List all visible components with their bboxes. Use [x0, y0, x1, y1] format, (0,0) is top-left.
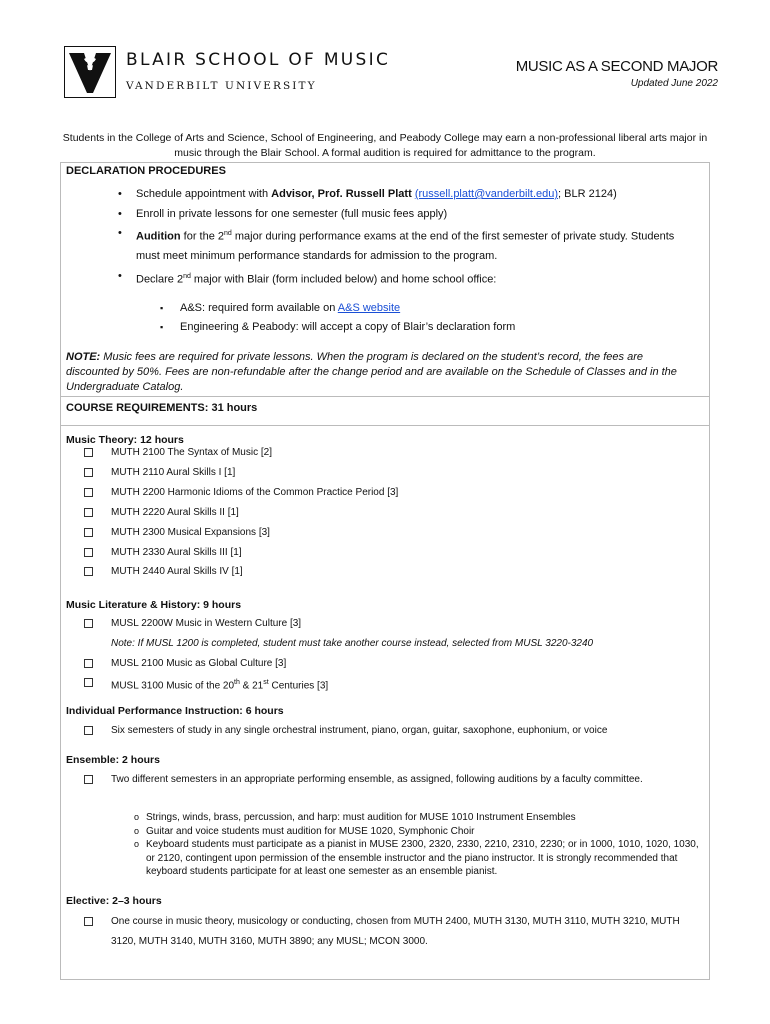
course-label: MUTH 2100 The Syntax of Music [2]	[111, 447, 272, 458]
text: Declare 2	[136, 273, 184, 286]
superscript: th	[234, 679, 240, 686]
note-label: NOTE:	[66, 351, 101, 363]
course-row[interactable]	[84, 565, 243, 579]
superscript: st	[263, 679, 269, 686]
vanderbilt-v-oak-icon	[65, 47, 115, 97]
ensemble-sublist	[134, 811, 706, 879]
text: A&S: required form available on	[180, 302, 338, 314]
vanderbilt-logo	[64, 46, 116, 98]
elective-title: Elective: 2–3 hours	[66, 895, 162, 907]
advisor-name: Advisor, Prof. Russell Platt	[271, 188, 412, 200]
note-text: Music fees are required for private lessons. When the program is declared on the student’s record, the fees are discounted by 50%. Fees are non-refundable after the change period and are available on the Schedule of Classes and in the Undergraduate Catalog.	[66, 351, 677, 393]
requirements-title: COURSE REQUIREMENTS: 31 hours	[66, 402, 258, 414]
checkbox[interactable]	[84, 488, 93, 497]
course-label: MUTH 2200 Harmonic Idioms of the Common Practice Period [3]	[111, 487, 399, 498]
checkbox[interactable]	[84, 659, 93, 668]
list-item	[160, 299, 515, 318]
checkbox[interactable]	[84, 567, 93, 576]
course-row[interactable]	[84, 915, 93, 929]
text: Centuries [3]	[268, 680, 329, 692]
list-item: o Strings, winds, brass, percussion, and harp: must audition for MUSE 1010 Instrument Ensembles	[134, 811, 706, 825]
superscript: nd	[224, 230, 232, 237]
divider	[60, 396, 710, 397]
checkbox[interactable]	[84, 528, 93, 537]
list-item: o Guitar and voice students must audition for MUSE 1020, Symphonic Choir	[134, 825, 706, 839]
intro-paragraph: Students in the College of Arts and Science, School of Engineering, and Peabody College may earn a non-professional liberal arts major in music through the Blair School. A formal audition is required for admittance to the program.	[62, 132, 708, 159]
course-label: MUSL 2100 Music as Global Culture [3]	[111, 658, 287, 669]
checkbox[interactable]	[84, 548, 93, 557]
list-item: ▪ Engineering & Peabody: will accept a copy of Blair’s declaration form	[160, 318, 515, 337]
checkbox[interactable]	[84, 619, 93, 628]
checkbox[interactable]	[84, 508, 93, 517]
as-website-link[interactable]: A&S website	[337, 302, 401, 314]
checkbox[interactable]	[84, 726, 93, 735]
declaration-sublist	[160, 299, 515, 337]
course-row[interactable]	[84, 506, 239, 520]
course-row[interactable]	[84, 546, 242, 560]
performance-title: Individual Performance Instruction: 6 hours	[66, 705, 284, 717]
list-item: • Enroll in private lessons for one semester (full music fees apply)	[118, 205, 678, 225]
checkbox[interactable]	[84, 468, 93, 477]
course-label: Six semesters of study in any single orchestral instrument, piano, organ, guitar, saxophone, euphonium, or voice	[111, 725, 608, 736]
course-label: MUTH 2110 Aural Skills I [1]	[111, 467, 236, 478]
course-row[interactable]	[84, 773, 93, 787]
list-item: o Keyboard students must participate as a pianist in MUSE 2300, 2320, 2330, 2210, 2310, 2230; or in 1000, 1010, 1020, 1030, or 2120, contingent upon permission of the ensemble instructor and the piano instructor. It is strongly recommended that keyboard students participate for at least one semester as an ensemble pianist.	[134, 838, 706, 879]
text: ; BLR 2124)	[558, 188, 617, 200]
document-title: MUSIC AS A SECOND MAJOR	[515, 58, 718, 75]
text: major with Blair (form included below) and home school office:	[190, 273, 497, 286]
audition-label: Audition	[136, 230, 181, 243]
checkbox[interactable]	[84, 775, 93, 784]
advisor-email-link[interactable]: (russell.platt@vanderbilt.edu)	[414, 188, 559, 200]
university-name: VANDERBILT UNIVERSITY	[126, 80, 317, 92]
list-item	[118, 185, 678, 205]
course-label: MUTH 2440 Aural Skills IV [1]	[111, 566, 243, 577]
course-row[interactable]	[84, 466, 236, 480]
updated-date: Updated June 2022	[630, 78, 718, 89]
list-item	[118, 267, 678, 290]
text: major during performance exams at the end of the first semester of private study. Students must meet minimum performance standards for admission to the program.	[136, 230, 675, 263]
course-label: MUTH 2220 Aural Skills II [1]	[111, 507, 239, 518]
elective-description: One course in music theory, musicology or conducting, chosen from MUTH 2400, MUTH 3130, MUTH 3110, MUTH 3210, MUTH 3120, MUTH 3140, MUTH 3160, MUTH 3890; any MUSL; MCON 3000.	[111, 916, 680, 947]
course-row[interactable]	[84, 486, 399, 500]
course-row[interactable]	[84, 446, 272, 460]
course-row[interactable]	[84, 657, 287, 671]
course-label: MUTH 2300 Musical Expansions [3]	[111, 527, 270, 538]
superscript: nd	[183, 272, 191, 280]
ensemble-title: Ensemble: 2 hours	[66, 754, 160, 766]
list-item	[118, 224, 678, 267]
declaration-list	[118, 185, 678, 290]
checkbox[interactable]	[84, 678, 93, 687]
checkbox[interactable]	[84, 448, 93, 457]
text: MUSL 3100 Music of the 20	[111, 680, 235, 692]
text: for the 2	[180, 230, 225, 243]
literature-title: Music Literature & History: 9 hours	[66, 599, 242, 611]
text: & 21	[239, 680, 264, 692]
declaration-title: DECLARATION PROCEDURES	[66, 165, 226, 177]
course-row[interactable]	[84, 724, 608, 738]
course-note: Note: If MUSL 1200 is completed, student must take another course instead, selected from MUSL 3220-3240	[111, 638, 594, 649]
checkbox[interactable]	[84, 917, 93, 926]
course-label: MUSL 2200W Music in Western Culture [3]	[111, 618, 302, 629]
course-row[interactable]	[84, 617, 302, 631]
ensemble-description: Two different semesters in an appropriate performing ensemble, as assigned, following auditions by a faculty committee.	[111, 774, 643, 785]
course-label: MUTH 2330 Aural Skills III [1]	[111, 547, 242, 558]
fees-note	[66, 350, 698, 395]
theory-title: Music Theory: 12 hours	[66, 434, 184, 446]
divider	[60, 425, 710, 426]
course-row[interactable]	[84, 526, 270, 540]
text: Schedule appointment with	[136, 188, 272, 200]
school-name: BLAIR SCHOOL OF MUSIC	[126, 50, 391, 70]
course-label	[111, 676, 328, 693]
course-row[interactable]	[84, 676, 329, 692]
